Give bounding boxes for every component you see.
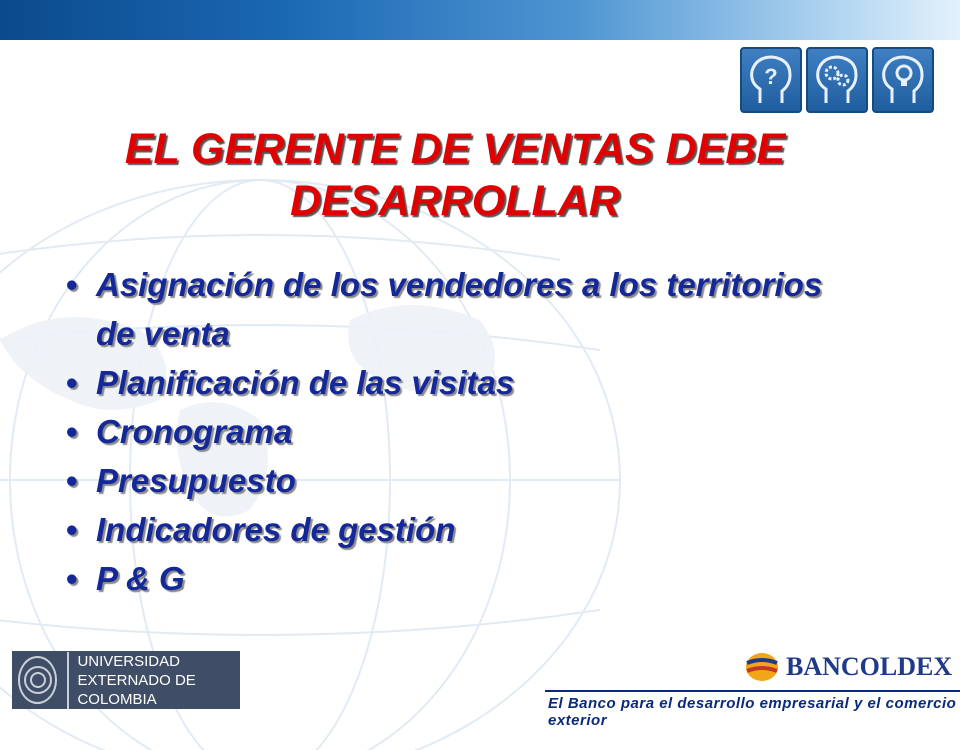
slide-title	[60, 123, 850, 227]
bullet-item: • P & G	[62, 554, 842, 603]
bullet-item: • Indicadores de gestión	[62, 505, 842, 554]
university-logo	[12, 651, 240, 709]
header-icon-group	[740, 47, 934, 113]
svg-text:?: ?	[764, 64, 778, 89]
bullet-item: • Presupuesto	[62, 456, 842, 505]
footer-divider	[545, 690, 960, 692]
head-question-icon	[740, 47, 802, 113]
university-name-line-1: UNIVERSIDAD	[77, 652, 180, 670]
bancoldex-logo	[744, 651, 952, 683]
bank-slogan: El Banco para el desarrollo empresarial y el comercio exterior	[548, 695, 957, 729]
university-name-line-2: EXTERNADO DE COLOMBIA	[77, 671, 196, 708]
bullet-item: • Cronograma	[62, 407, 842, 456]
slide-title-line-1: EL GERENTE DE VENTAS DEBE	[124, 125, 786, 173]
bullet-item: • Planificación de las visitas	[62, 358, 842, 407]
bank-name: BANCOLDEX	[786, 652, 953, 681]
bullet-list	[62, 260, 842, 603]
slide-title-line-2: DESARROLLAR	[290, 177, 620, 225]
head-lightbulb-icon	[872, 47, 934, 113]
top-gradient-bar	[0, 0, 960, 40]
bullet-item: • Asignación de los vendedores a los territorios de venta	[62, 260, 842, 358]
university-seal-icon	[18, 656, 57, 704]
head-gears-icon	[806, 47, 868, 113]
university-name	[67, 652, 240, 709]
bancoldex-emblem-icon	[744, 651, 780, 683]
